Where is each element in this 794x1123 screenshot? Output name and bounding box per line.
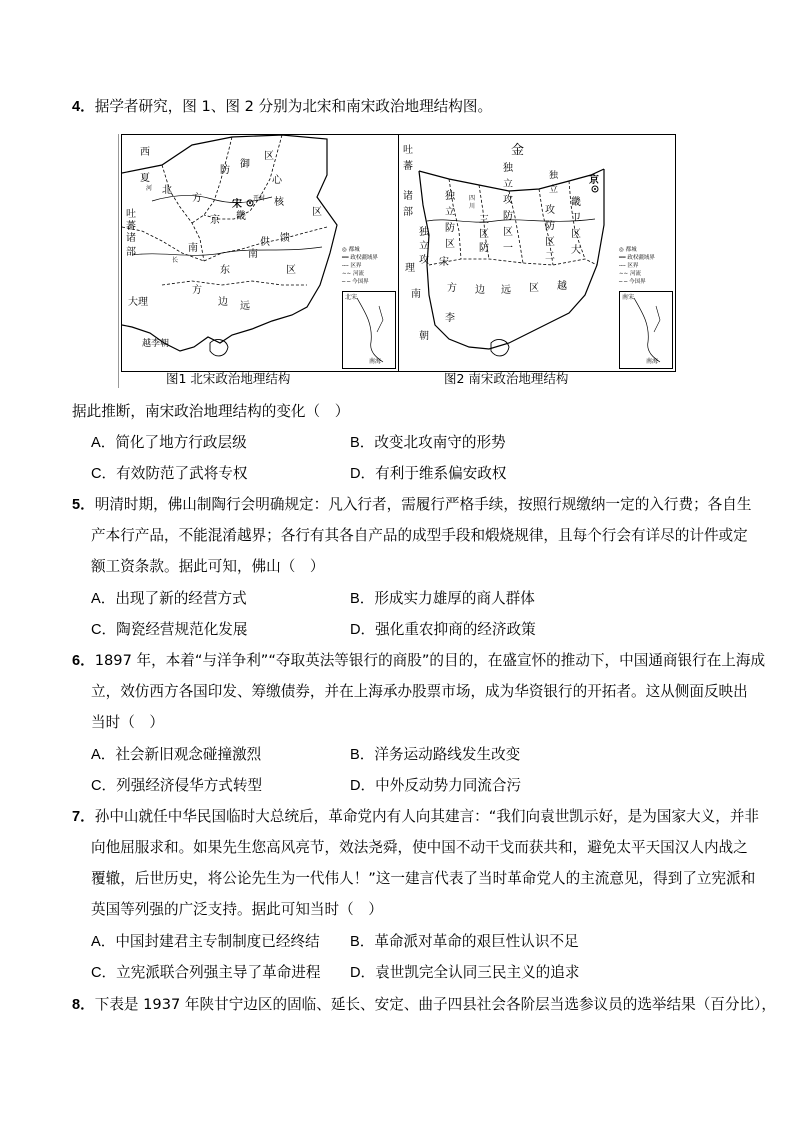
map2-label: 立 — [549, 185, 559, 195]
q7-option-b[interactable] — [350, 932, 579, 952]
q6-option-c[interactable] — [91, 776, 262, 796]
legend-text: 今国界 — [352, 279, 369, 285]
legend-text: 政权疆域界 — [350, 255, 378, 261]
q6-line-1 — [72, 651, 765, 671]
map1-label: 河 — [146, 185, 153, 192]
map2-label: 区 — [503, 227, 513, 238]
map2-label: 二 — [545, 251, 555, 262]
q5-option-c[interactable] — [91, 620, 248, 640]
option-key: A． — [91, 934, 116, 950]
map1-label: 南 — [248, 249, 258, 260]
option-text: 改变北攻南守的形势 — [374, 434, 506, 451]
map1-label: 北 — [162, 185, 172, 196]
question-text: 孙中山就任中华民国临时大总统后，革命党内有人向其建言：“我们向袁世凯示好，是为国家大义，并非 — [94, 808, 760, 825]
q7-option-a[interactable] — [91, 932, 320, 952]
inset-drawing — [620, 292, 672, 368]
q7-option-c[interactable] — [91, 963, 320, 983]
map2-label: 宋 — [439, 257, 449, 268]
legend-region: ╌╌ 区界 — [342, 263, 362, 269]
map2-label: 部 — [403, 207, 413, 218]
map1-label: 方 — [192, 193, 202, 204]
map1-label: 宋 — [232, 199, 242, 210]
map2-label: 吐 — [403, 145, 413, 156]
map1-label: 远 — [240, 301, 250, 312]
q8-line-1 — [72, 995, 776, 1015]
map2-label: 诸 — [403, 191, 413, 202]
option-text: 列强经济侵华方式转型 — [116, 777, 263, 794]
map1-label: 防 — [220, 165, 230, 176]
map1-label: 畿 — [236, 211, 246, 222]
map2-label: 京 — [589, 175, 599, 186]
inset-caption: 南海 — [646, 358, 659, 365]
map-northern-song — [121, 134, 399, 372]
map2-label: 卫 — [571, 213, 581, 224]
map2-label: 独 — [419, 227, 429, 238]
legend-text: 区界 — [627, 263, 639, 269]
map2-label: 区 — [571, 229, 581, 240]
map1-label: 大理 — [128, 297, 148, 308]
q4-stem — [72, 97, 492, 117]
question-number: 4． — [72, 99, 95, 115]
legend-text: 河流 — [629, 271, 641, 277]
map2-label: 四 — [469, 195, 476, 202]
legend-text: 区界 — [350, 263, 362, 269]
option-key: C． — [91, 622, 117, 638]
map1-label: 部 — [126, 247, 136, 258]
legend-region: ╌╌ 区界 — [619, 263, 639, 269]
map1-caption: 图1 北宋政治地理结构 — [166, 371, 291, 386]
map2-label: 防 — [503, 211, 513, 222]
legend-border: ━━ 政权疆域界 — [619, 255, 655, 261]
inset-caption: 南海 — [369, 358, 382, 365]
option-text: 形成实力雄厚的商人群体 — [374, 590, 535, 607]
q6-line-2: 立，效仿西方各国印发、筹缴债券，并在上海承办股票市场，成为华资银行的开拓者。这从侧面反映出 — [91, 683, 748, 700]
option-text: 强化重农抑商的经济政策 — [375, 621, 536, 638]
map1-label: 南 — [188, 243, 198, 254]
option-text: 出现了新的经营方式 — [115, 590, 247, 607]
legend-capital: ◎ 都城 — [619, 247, 637, 253]
map1-label: 长 — [172, 257, 179, 264]
map1-label: 御 — [240, 159, 250, 170]
option-text: 中外反动势力同流合污 — [375, 777, 522, 794]
option-key: D． — [350, 965, 376, 981]
map2-label: 独 — [445, 191, 455, 202]
option-key: B． — [350, 435, 375, 451]
map2-label: 立 — [503, 179, 513, 190]
map1-label: 夏 — [140, 173, 150, 184]
map2-label: 越 — [557, 281, 567, 292]
q5-line-2: 产本行产品，不能混淆越界；各行有其各自产品的成型手段和煅烧规律，且每个行会有详尽的计件或定 — [91, 527, 748, 544]
map2-label: 区 — [529, 283, 539, 294]
option-key: A． — [91, 591, 116, 607]
legend-text: 都城 — [625, 247, 637, 253]
map1-label: 越李朝 — [142, 339, 170, 349]
question-text: 明清时期，佛山制陶行会明确规定：凡入行者，需履行严格手续，按照行规缴纳一定的入行费；各自生 — [94, 496, 752, 513]
option-text: 简化了地方行政层级 — [115, 434, 247, 451]
map2-label: 独 — [503, 163, 513, 174]
map2-label: 大 — [571, 245, 581, 256]
legend-text: 今国界 — [629, 279, 646, 285]
option-text: 社会新旧观念碰撞激烈 — [115, 746, 262, 763]
map2-label: 一 — [503, 243, 513, 254]
q4-option-d[interactable] — [350, 464, 507, 484]
map2-label: 蕃 — [403, 161, 413, 172]
q7-line-3: 覆辙，后世历史，将公论先生为一代伟人！”这一建言代表了当时革命党人的主流意见，得到了立宪派和 — [91, 870, 756, 887]
legend-border: ━━ 政权疆域界 — [342, 255, 378, 261]
map1-label: 区 — [286, 265, 296, 276]
option-key: B． — [350, 934, 375, 950]
map2-label: 立 — [445, 207, 455, 218]
map2-inset — [619, 291, 673, 369]
map1-label: 东 — [220, 265, 230, 276]
option-text: 有效防范了武将专权 — [116, 465, 248, 482]
option-key: A． — [91, 435, 116, 451]
map1-label: 边 — [218, 297, 228, 308]
inset-title: 南宋 — [622, 294, 635, 301]
option-text: 立宪派联合列强主导了革命进程 — [116, 964, 321, 981]
q7-line-1 — [72, 807, 759, 827]
option-key: D． — [350, 466, 376, 482]
legend-river: ∼∼ 河流 — [342, 271, 364, 277]
map1-label: 西 — [140, 147, 150, 158]
inset-title: 北宋 — [345, 294, 358, 301]
map2-label: 畿 — [571, 197, 581, 208]
question-text: 据学者研究，图 1、图 2 分别为北宋和南宋政治地理结构图。 — [94, 98, 493, 115]
map1-label: 京 — [210, 215, 220, 226]
question-text: 下表是 1937 年陕甘宁边区的固临、延长、安定、曲子四县社会各阶层当选参议员的选举结果（百分比）， — [94, 996, 776, 1013]
map2-label: 南 — [411, 289, 421, 300]
option-key: A． — [91, 747, 116, 763]
q5-line-3: 额工资条款。据此可知，佛山（ ） — [91, 558, 325, 575]
figure-left-rule — [118, 134, 119, 388]
legend-capital: ◎ 都城 — [342, 247, 360, 253]
legend-text: 河流 — [352, 271, 364, 277]
map-southern-song — [398, 134, 676, 372]
inset-drawing — [343, 292, 395, 368]
map2-label: 方 — [447, 283, 457, 294]
option-key: D． — [350, 778, 376, 794]
q6-line-3: 当时（ ） — [91, 714, 164, 731]
map2-label: 防 — [445, 223, 455, 234]
map2-label: 攻 — [503, 195, 513, 206]
q4-option-a[interactable] — [91, 433, 247, 453]
legend-river: ∼∼ 河流 — [619, 271, 641, 277]
option-key: C． — [91, 466, 117, 482]
map1-label: 心 — [272, 175, 282, 186]
map2-label: 远 — [501, 285, 511, 296]
question-number: 7． — [72, 809, 95, 825]
map1-label: 馈 — [280, 233, 290, 244]
map2-label: 三 — [479, 215, 489, 226]
option-key: B． — [350, 591, 375, 607]
legend-text: 都城 — [348, 247, 360, 253]
map2-caption: 图2 南宋政治地理结构 — [444, 371, 569, 386]
map2-label: 防 — [479, 243, 489, 254]
q4-option-b[interactable] — [350, 433, 506, 453]
map2-label: 理 — [405, 263, 415, 274]
question-number: 8． — [72, 997, 95, 1013]
map1-label: 吐 — [126, 209, 136, 220]
map1-label: 供 — [260, 237, 270, 248]
option-text: 陶瓷经营规范化发展 — [116, 621, 248, 638]
q6-option-b[interactable] — [350, 745, 520, 765]
map1-label: 开封 — [253, 195, 266, 202]
q7-line-2: 向他屈服求和。如果先生您高风亮节，效法尧舜，使中国不动干戈而获共和，避免太平天国汉人内战之 — [91, 839, 748, 856]
q4-option-c[interactable] — [91, 464, 248, 484]
map2-label: 攻 — [545, 205, 555, 216]
legend-national: ─ ─ 今国界 — [342, 279, 369, 285]
question-text: 1897 年，本着“与洋争利”“夺取英法等银行的商股”的目的，在盛宣怀的推动下，中国通商银行在上海成 — [94, 652, 766, 669]
map1-label: 核 — [274, 197, 284, 208]
map1-label: 区 — [264, 151, 274, 162]
option-key: B． — [350, 747, 375, 763]
map2-label: 李 — [445, 313, 455, 324]
map2-label: 朝 — [419, 331, 429, 342]
map2-label: 独 — [549, 171, 559, 181]
map1-label: 方 — [192, 285, 202, 296]
option-key: C． — [91, 778, 117, 794]
map1-label: 区 — [312, 207, 322, 218]
legend-text: 政权疆域界 — [627, 255, 655, 261]
q6-option-a[interactable] — [91, 745, 261, 765]
map1-inset — [342, 291, 396, 369]
option-text: 中国封建君主专制制度已经终结 — [115, 933, 320, 950]
option-key: C． — [91, 965, 117, 981]
map2-label: 区 — [479, 229, 489, 240]
map2-label: 立 — [419, 241, 429, 252]
q5-option-b[interactable] — [350, 589, 535, 609]
q5-option-d[interactable] — [350, 620, 536, 640]
q7-line-4: 英国等列强的广泛支持。据此可知当时（ ） — [91, 901, 383, 918]
option-text: 洋务运动路线发生改变 — [374, 746, 521, 763]
map2-label: 攻 — [419, 255, 429, 266]
option-text: 有利于维系偏安政权 — [375, 465, 507, 482]
q5-line-1 — [72, 495, 751, 515]
q7-option-d[interactable] — [350, 963, 579, 983]
legend-national: ─ ─ 今国界 — [619, 279, 646, 285]
q6-option-d[interactable] — [350, 776, 521, 796]
q4-question: 据此推断，南宋政治地理结构的变化（ ） — [72, 403, 350, 420]
map2-label: 防 — [545, 221, 555, 232]
question-number: 5． — [72, 497, 95, 513]
map2-label: 边 — [475, 285, 485, 296]
map1-label: 蕃 — [126, 221, 136, 232]
q5-option-a[interactable] — [91, 589, 247, 609]
map2-label: 川 — [469, 203, 476, 210]
map2-label: 金 — [511, 143, 525, 158]
map1-label: 诸 — [126, 233, 136, 244]
map2-label: 区 — [445, 239, 455, 250]
question-number: 6． — [72, 653, 95, 669]
map2-label: 区 — [545, 237, 555, 248]
option-text: 革命派对革命的艰巨性认识不足 — [374, 933, 579, 950]
option-key: D． — [350, 622, 376, 638]
option-text: 袁世凯完全认同三民主义的追求 — [375, 964, 580, 981]
